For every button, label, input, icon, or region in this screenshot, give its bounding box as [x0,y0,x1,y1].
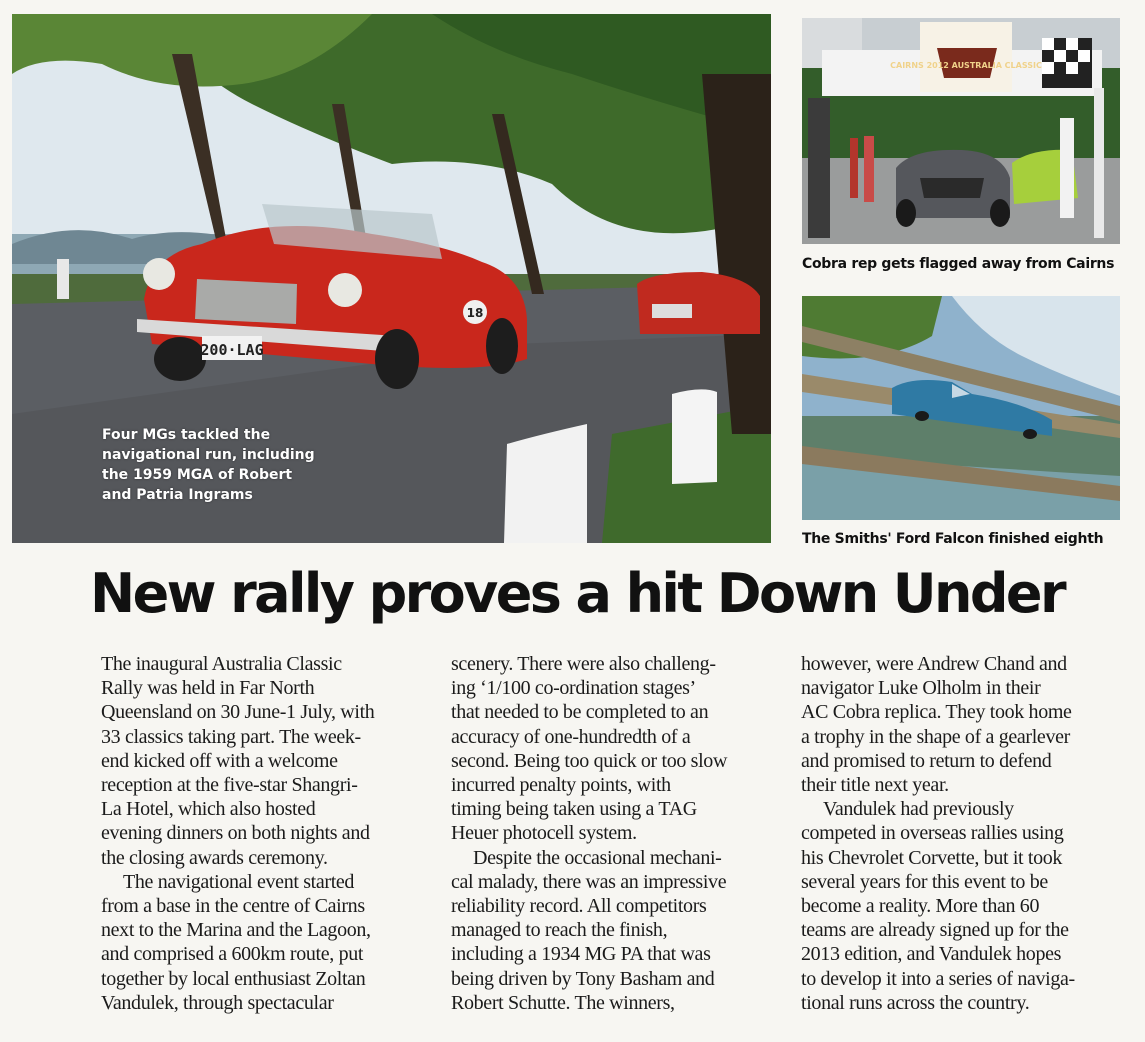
falcon-photo [802,296,1120,520]
body-line: ing ‘1/100 co-ordination stages’ [451,677,696,700]
body-line: Vandulek, through spectacular [101,991,334,1014]
body-column-1 [101,652,423,1015]
body-line: together by local enthusiast Zoltan [101,967,366,990]
body-line: The inaugural Australia Classic [101,653,342,675]
body-line: 33 classics taking part. The week- [101,725,361,748]
race-number-text: 18 [466,306,484,320]
body-line: from a base in the centre of Cairns [101,895,365,918]
body-line: navigator Luke Olholm in their [801,677,1041,700]
body-line: become a reality. More than 60 [801,895,1040,918]
body-line: Despite the occasional mechani- [473,846,722,869]
body-line: end kicked off with a welcome [101,749,338,772]
body-line: incurred penalty points, with [451,774,671,797]
body-column-3 [801,652,1123,1015]
body-line: several years for this event to be [801,870,1048,893]
article-headline: New rally proves a hit Down Under [89,562,1064,625]
body-line: AC Cobra replica. They took home [801,701,1072,724]
number-plate-text: 200·LAG [200,341,264,359]
body-line: that needed to be completed to an [451,701,709,724]
body-line: accuracy of one-hundredth of a [451,725,691,748]
body-line: the closing awards ceremony. [101,846,328,869]
cobra-photo [802,18,1120,244]
body-line: competed in overseas rallies using [801,822,1064,845]
body-column-2 [451,652,773,1015]
body-line: and comprised a 600km route, put [101,943,364,966]
body-line: their title next year. [801,774,949,797]
body-line: Queensland on 30 June-1 July, with [101,701,375,724]
body-line: Rally was held in Far North [101,677,315,700]
body-line: The navigational event started [123,870,355,893]
body-line: however, were Andrew Chand and [801,653,1067,675]
body-line: La Hotel, which also hosted [101,798,316,821]
body-line: next to the Marina and the Lagoon, [101,919,371,942]
body-line: managed to reach the finish, [451,919,668,942]
body-line: Robert Schutte. The winners, [451,991,675,1014]
body-line: including a 1934 MG PA that was [451,943,711,966]
body-line: reliability record. All competitors [451,895,707,918]
body-line: timing being taken using a TAG [451,798,697,821]
body-line: tional runs across the country. [801,991,1030,1014]
body-line: second. Being too quick or too slow [451,749,728,772]
body-line: to develop it into a series of naviga- [801,967,1075,990]
body-line: Vandulek had previously [823,798,1014,821]
body-line: 2013 edition, and Vandulek hopes [801,943,1062,966]
body-line: his Chevrolet Corvette, but it took [801,846,1063,869]
cobra-photo-caption: Cobra rep gets flagged away from Cairns [802,256,1115,272]
body-line: teams are already signed up for the [801,919,1069,942]
main-photo-mga [12,14,771,543]
body-line: being driven by Tony Basham and [451,967,715,990]
body-line: cal malady, there was an impressive [451,870,727,893]
body-line: evening dinners on both nights and [101,822,370,845]
banner-logo-text: CAIRNS 2012 AUSTRALIA CLASSIC [890,61,1042,70]
body-line: and promised to return to defend [801,749,1052,772]
body-line: Heuer photocell system. [451,822,637,845]
body-line: scenery. There were also challeng- [451,653,716,675]
main-photo-caption: Four MGs tackled the navigational run, including the 1959 MGA of Robert and Patria Ingrams [102,427,315,503]
falcon-photo-caption: The Smiths' Ford Falcon finished eighth [802,531,1104,547]
body-line: reception at the five-star Shangri- [101,774,358,797]
body-line: a trophy in the shape of a gearlever [801,725,1070,748]
